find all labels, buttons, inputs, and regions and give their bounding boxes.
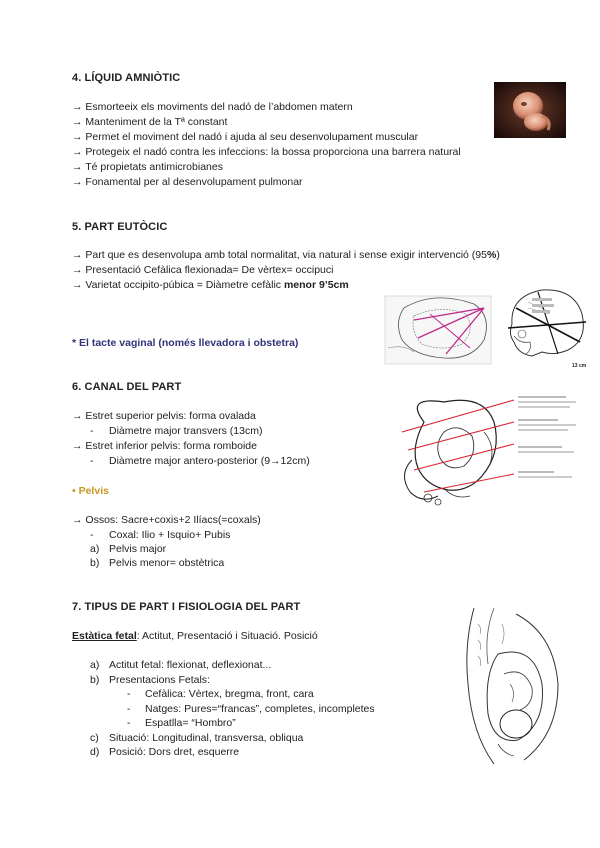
sec5-item-1-text: → Part que es desenvolupa amb total normalitat, via natural i sense exigir intervenció (95 bbox=[72, 249, 487, 261]
sec4-item-5: → Té propietats antimicrobianes bbox=[72, 161, 223, 173]
estatica-fetal-line bbox=[72, 630, 318, 642]
sec6-b-marker: b) bbox=[90, 557, 100, 569]
estatica-fetal-rest: : Actitut, Presentació i Situació. Posició bbox=[136, 630, 318, 642]
sec7-c-marker: c) bbox=[90, 732, 99, 744]
pelvis-subheading: • Pelvis bbox=[72, 485, 109, 497]
sec7-d-marker: d) bbox=[90, 746, 100, 758]
sec5-item-3-bold: menor 9’5cm bbox=[283, 279, 349, 291]
vaginal-touch-note: * El tacte vaginal (només llevadora i obstetra) bbox=[72, 337, 299, 349]
sec7-d: Posició: Dors dret, esquerre bbox=[109, 746, 240, 758]
sec7-b: Presentacions Fetals: bbox=[109, 674, 210, 686]
sec5-item-3-text: → Varietat occipito-púbica = Diàmetre cefàlic bbox=[72, 279, 284, 291]
section-4-title: 4. LÍQUID AMNIÒTIC bbox=[72, 72, 181, 84]
sec6-b: Pelvis menor= obstètrica bbox=[109, 557, 225, 569]
sec4-item-6: → Fonamental per al desenvolupament pulmonar bbox=[72, 176, 303, 188]
sec6-line-2-dash: - bbox=[90, 455, 94, 467]
section-6-title: 6. CANAL DEL PART bbox=[72, 381, 182, 393]
sec4-item-2: → Manteniment de la Tª constant bbox=[72, 116, 228, 128]
sec4-item-4: → Protegeix el nadó contra les infeccions: la bossa proporciona una barrera natural bbox=[72, 146, 461, 158]
section-7-title: 7. TIPUS DE PART I FISIOLOGIA DEL PART bbox=[72, 601, 301, 613]
pelvis-diameter-figure bbox=[384, 286, 494, 366]
sec7-b3-dash: - bbox=[127, 717, 131, 729]
sec6-line-1-dash: - bbox=[90, 425, 94, 437]
sec5-item-2: → Presentació Cefàlica flexionada= De vèrtex= occipuci bbox=[72, 264, 334, 276]
sec6-line-3-sub: Coxal: Ilio + Isquio+ Pubis bbox=[109, 529, 231, 541]
sec7-b3: Espatlla= “Hombro” bbox=[145, 717, 236, 729]
estatica-fetal-label: Estàtica fetal bbox=[72, 630, 137, 642]
sec6-line-1-sub: Diàmetre major transvers (13cm) bbox=[109, 425, 263, 437]
sec7-a-marker: a) bbox=[90, 659, 100, 671]
sec5-item-1-close: ) bbox=[496, 249, 500, 261]
sec7-b2: Natges: Pures=“francas”, completes, incompletes bbox=[145, 703, 375, 715]
sec7-b1-dash: - bbox=[127, 688, 131, 700]
sec6-a-marker: a) bbox=[90, 543, 100, 555]
sec4-item-3: → Permet el moviment del nadó i ajuda al seu desenvolupament muscular bbox=[72, 131, 419, 143]
sec6-a: Pelvis major bbox=[109, 543, 167, 555]
skull-figure-label: 13 cm bbox=[572, 363, 587, 369]
sec6-line-1: → Estret superior pelvis: forma ovalada bbox=[72, 410, 256, 422]
sec7-b-marker: b) bbox=[90, 674, 100, 686]
fetal-skull-figure bbox=[498, 284, 590, 370]
sec6-line-3: → Ossos: Sacre+coxis+2 Ilíacs(=coxals) bbox=[72, 514, 261, 526]
sec7-a: Actitut fetal: flexionat, deflexionat... bbox=[109, 659, 272, 671]
fetal-position-figure bbox=[454, 604, 566, 768]
sec5-item-3 bbox=[72, 279, 349, 291]
fetus-photo bbox=[494, 82, 566, 138]
sec6-line-2: → Estret inferior pelvis: forma romboide bbox=[72, 440, 257, 452]
sec7-b1: Cefàlica: Vèrtex, bregma, front, cara bbox=[145, 688, 314, 700]
pelvic-canal-figure bbox=[384, 392, 590, 508]
sec6-line-3-dash: - bbox=[90, 529, 94, 541]
section-5-title: 5. PART EUTÒCIC bbox=[72, 221, 168, 233]
sec5-item-1-percent: % bbox=[486, 249, 497, 261]
sec7-c: Situació: Longitudinal, transversa, obliqua bbox=[109, 732, 304, 744]
sec4-item-1: → Esmorteeix els moviments del nadó de l’abdomen matern bbox=[72, 101, 353, 113]
sec6-line-2-sub: Diàmetre major antero-posterior (9→12cm) bbox=[109, 455, 310, 467]
sec5-item-1 bbox=[72, 249, 500, 261]
sec7-b2-dash: - bbox=[127, 703, 131, 715]
